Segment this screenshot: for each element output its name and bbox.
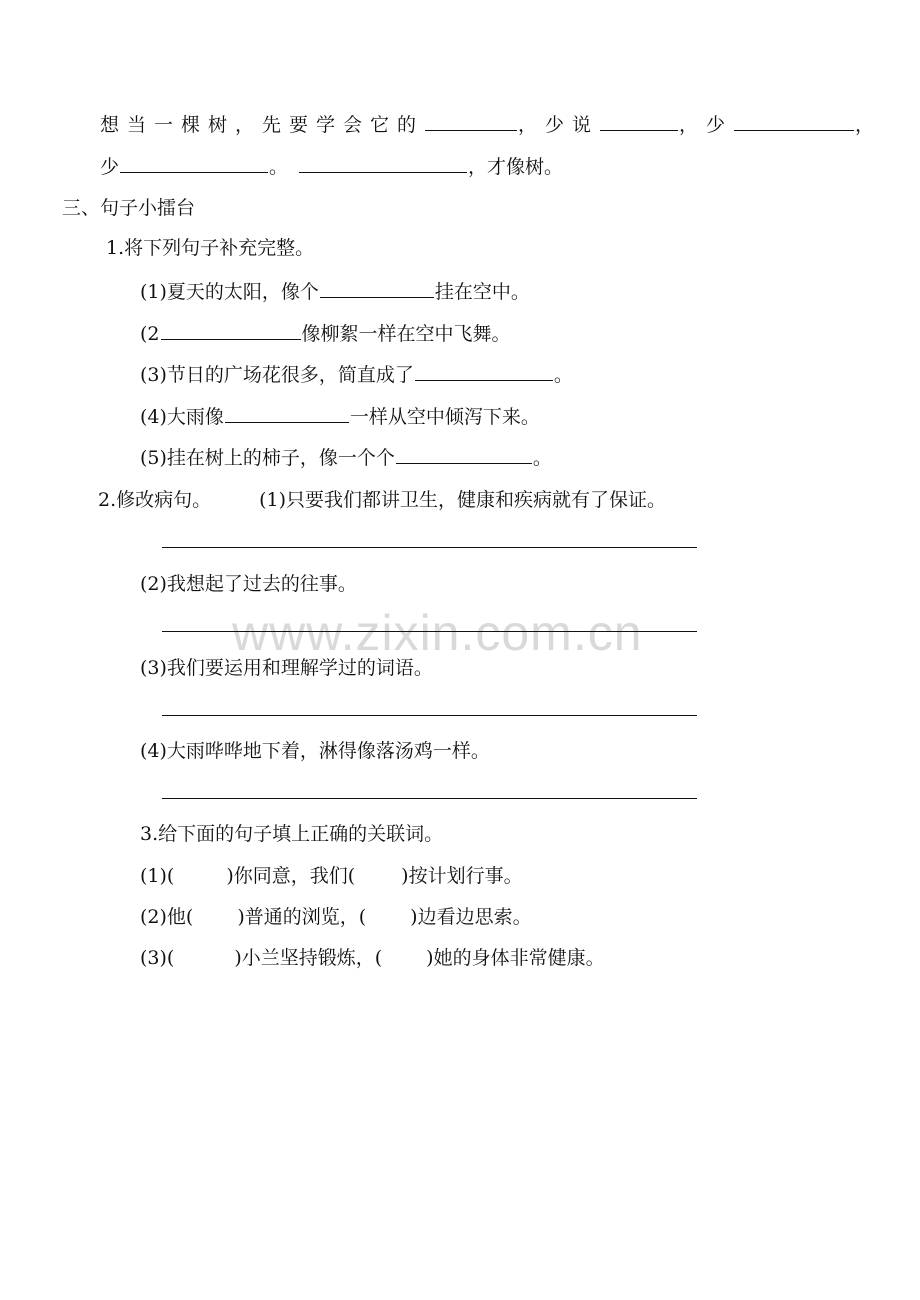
q3-item-2 xyxy=(140,905,532,929)
item-text: (3)( xyxy=(140,947,175,969)
item-text: (4)大雨像 xyxy=(140,406,224,428)
fill-blank[interactable] xyxy=(299,154,467,173)
q1-item-2 xyxy=(140,321,511,346)
q2-item-1: (1)只要我们都讲卫生，健康和疾病就有了保证。 xyxy=(259,489,667,511)
item-text: )按计划行事。 xyxy=(401,865,523,887)
item-text: (2)他( xyxy=(140,906,194,928)
item-text: )小兰坚持锻炼，( xyxy=(234,947,383,969)
item-text: (1)( xyxy=(140,865,175,887)
item-text: 。 xyxy=(532,447,552,469)
item-text: (1)夏天的太阳，像个 xyxy=(140,281,319,303)
q1-item-5 xyxy=(140,445,552,470)
fill-blank[interactable] xyxy=(120,154,268,173)
fill-blank[interactable] xyxy=(225,404,349,423)
q3-item-3 xyxy=(140,946,605,970)
item-text: (2 xyxy=(140,323,160,345)
poem-text: ，才像树。 xyxy=(468,156,564,178)
question-prompt: 1.将下列句子补充完整。 xyxy=(106,237,315,259)
q2-item-2: (2)我想起了过去的往事。 xyxy=(140,573,357,595)
poem-text: 。 xyxy=(269,156,289,178)
q2-item-3: (3)我们要运用和理解学过的词语。 xyxy=(140,657,433,679)
q1-item-1 xyxy=(140,279,530,304)
item-text: )你同意，我们( xyxy=(226,865,356,887)
item-text: 一样从空中倾泻下来。 xyxy=(349,406,540,428)
section-heading: 三、句子小擂台 xyxy=(62,197,196,219)
fill-blank[interactable] xyxy=(600,112,678,131)
fill-blank[interactable] xyxy=(415,362,553,381)
question-prompt: 2.修改病句。 xyxy=(98,489,212,511)
item-text: (5)挂在树上的柿子，像一个个 xyxy=(140,447,395,469)
item-text: )她的身体非常健康。 xyxy=(426,947,605,969)
question-prompt: 3.给下面的句子填上正确的关联词。 xyxy=(140,823,444,845)
answer-line[interactable] xyxy=(162,547,697,548)
q3-item-1 xyxy=(140,864,523,888)
q2-item-4: (4)大雨哗哗地下着，淋得像落汤鸡一样。 xyxy=(140,740,490,762)
poem-text: ，少说 xyxy=(518,114,600,136)
answer-line[interactable] xyxy=(162,631,697,632)
item-text: 。 xyxy=(553,364,573,386)
fill-blank[interactable] xyxy=(425,112,517,131)
answer-line[interactable] xyxy=(162,715,697,716)
q1-item-3 xyxy=(140,362,573,387)
fill-blank[interactable] xyxy=(320,279,434,298)
q1-item-4 xyxy=(140,404,540,429)
item-text: 像柳絮一样在空中飞舞。 xyxy=(301,323,511,345)
poem-line-1 xyxy=(100,112,882,137)
fill-blank[interactable] xyxy=(161,321,301,340)
poem-text: ， xyxy=(855,114,883,136)
q2-line xyxy=(98,488,666,512)
poem-text: 想当一棵树，先要学会它的 xyxy=(100,114,425,136)
answer-line[interactable] xyxy=(162,798,697,799)
fill-blank[interactable] xyxy=(396,445,532,464)
item-text: 挂在空中。 xyxy=(434,281,530,303)
watermark: www.zixin.com.cn xyxy=(232,605,643,661)
poem-text: ，少 xyxy=(679,114,734,136)
fill-blank[interactable] xyxy=(734,112,854,131)
poem-text: 少 xyxy=(100,156,120,178)
item-text: (3)节日的广场花很多，简直成了 xyxy=(140,364,414,386)
item-text: )普通的浏览，( xyxy=(237,906,367,928)
poem-line-2 xyxy=(100,154,563,179)
item-text: )边看边思索。 xyxy=(410,906,532,928)
